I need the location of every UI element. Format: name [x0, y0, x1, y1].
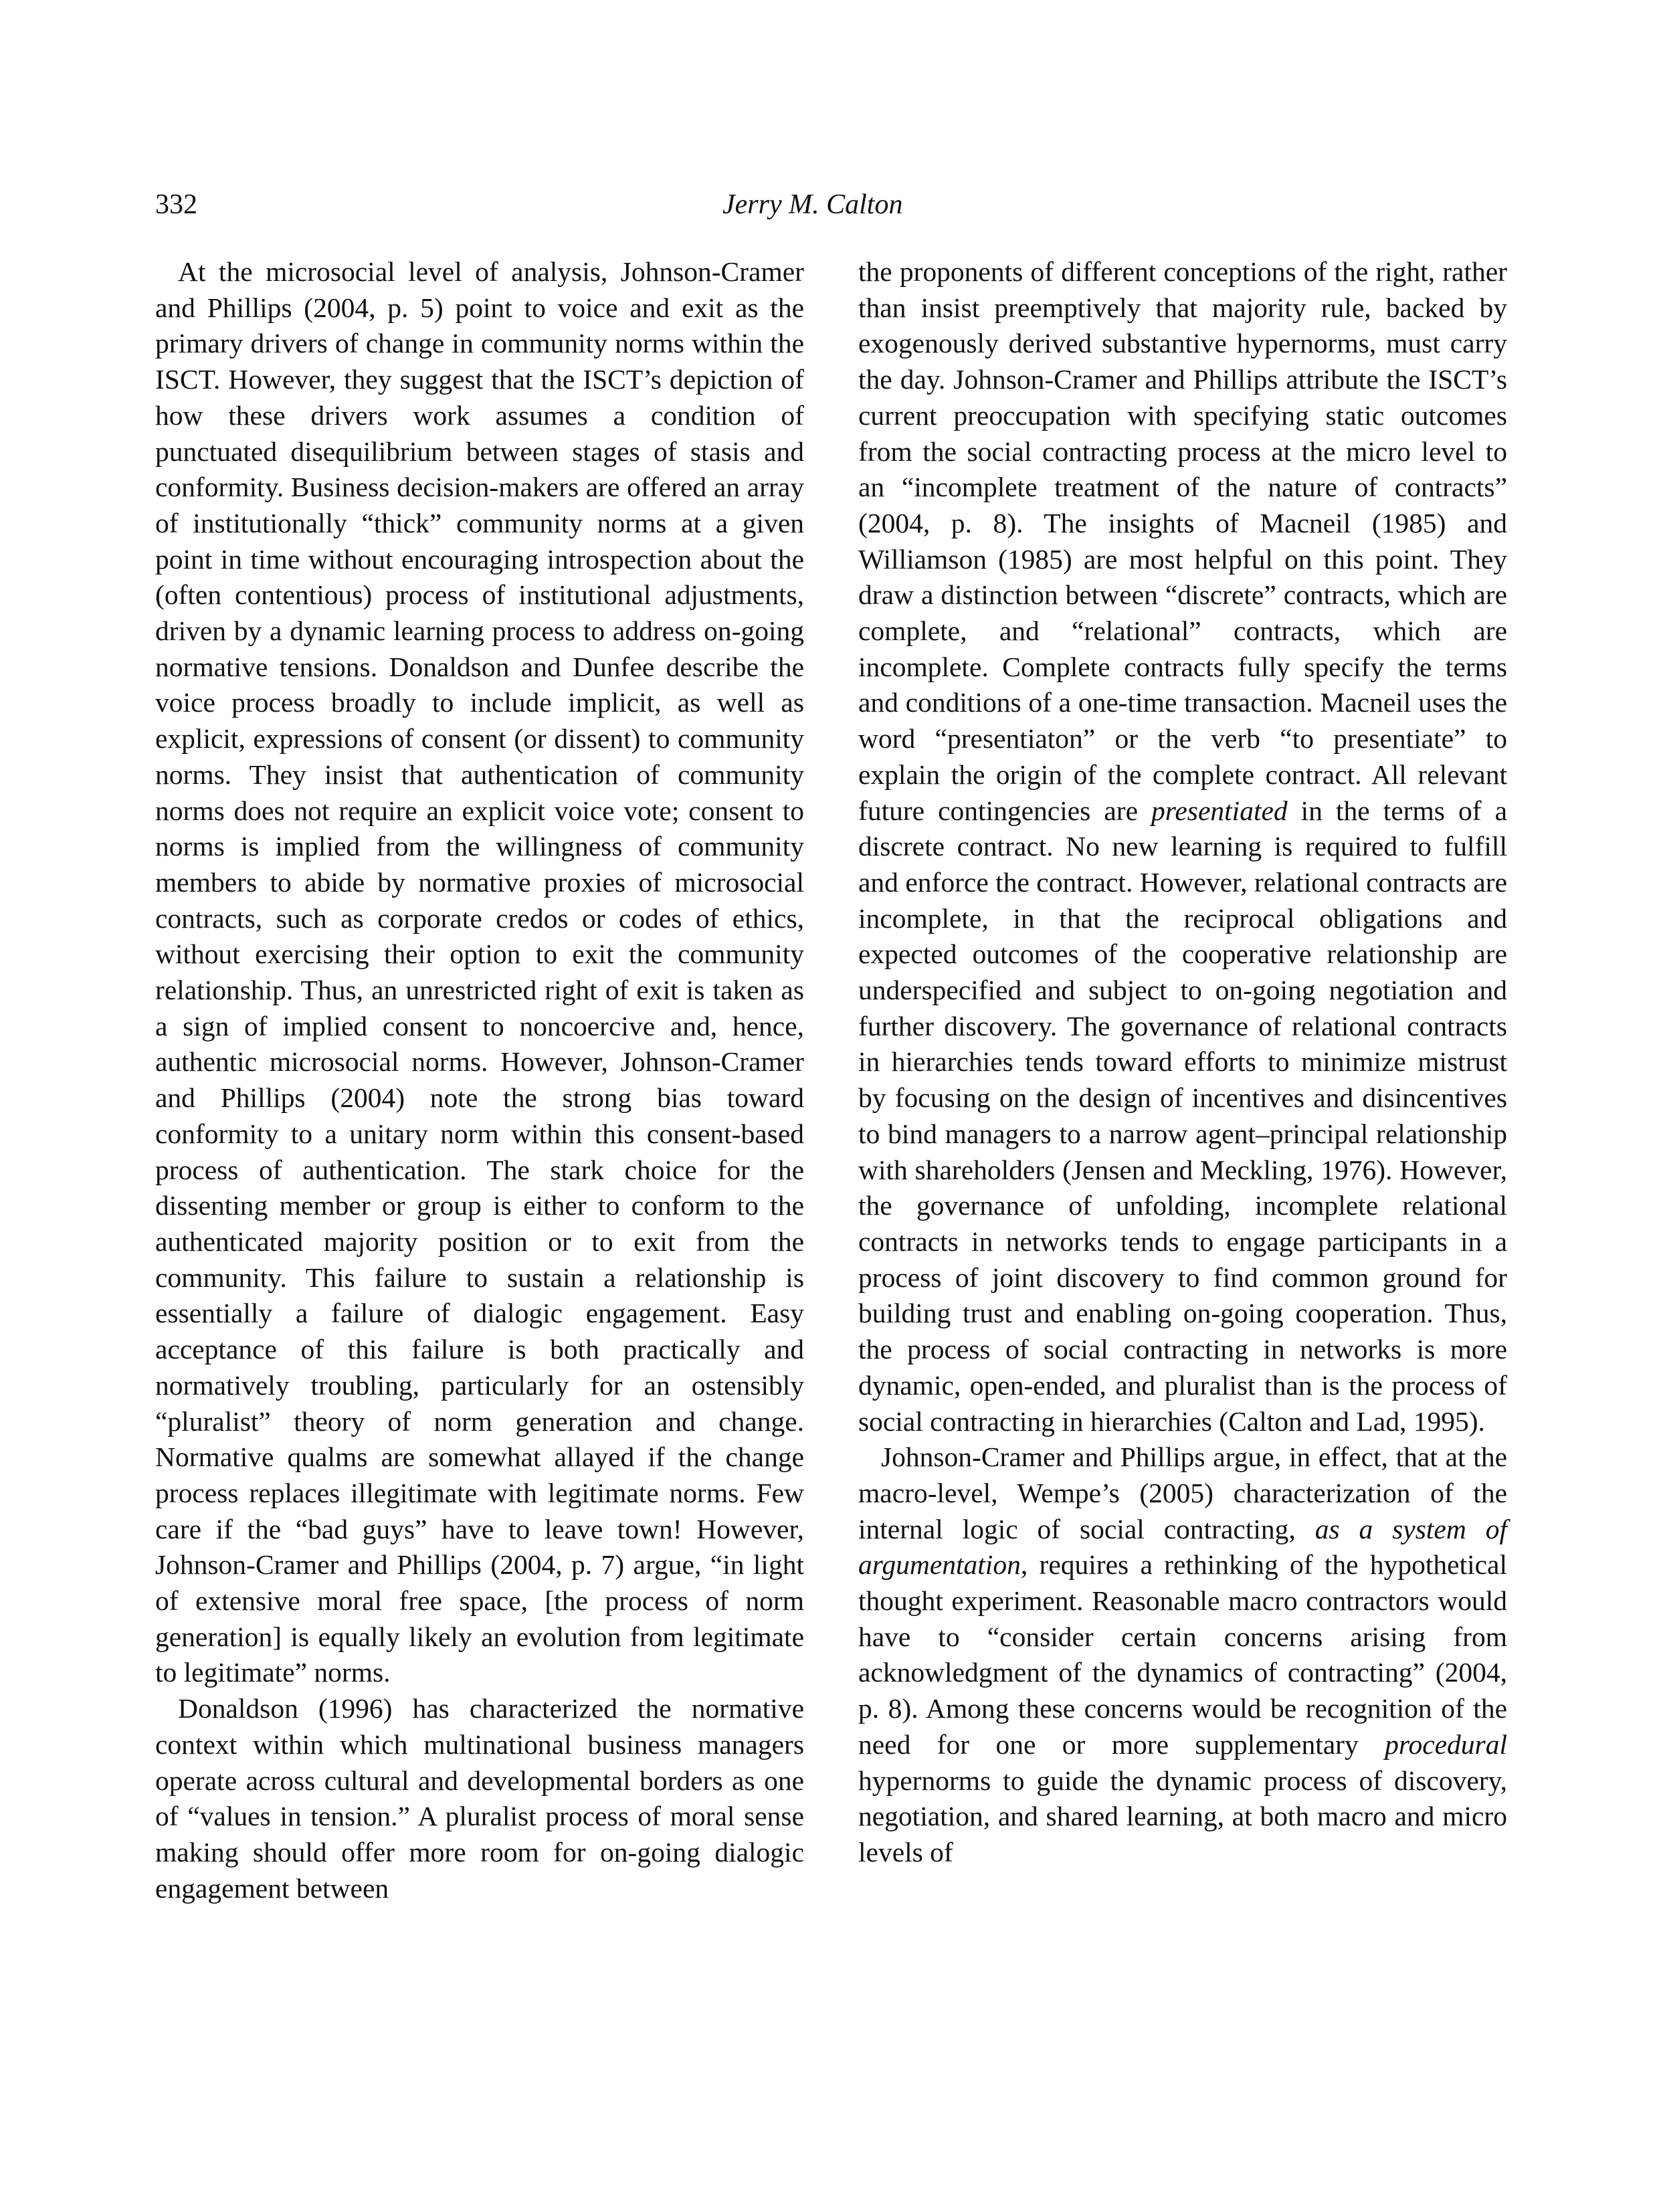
paragraph-continued: [858, 254, 1507, 1439]
page-header: [155, 189, 1506, 229]
right-column: [858, 254, 1507, 1871]
text-run: the proponents of different conceptions of the right, rather than insist preemptively that majority rule, backed by exogenously derived substantive hypernorms, must carry the day. Johnson-Cramer and Phillips attribute the ISCT’s current preoccupation with specifying static outcomes from the social contracting process at the micro level to an “incomplete treatment of the nature of contracts” (2004, p. 8). The insights of Macneil (1985) and Williamson (1985) are most helpful on this point. They draw a distinction between “discrete” contracts, which are complete, and “relational” contracts, which are incomplete. Complete contracts fully specify the terms and conditions of a one-time transaction. Macneil uses the word “presentiaton” or the verb “to presentiate” to explain the origin of the complete contract. All relevant future contingencies are: [858, 256, 1507, 826]
paragraph: At the microsocial level of analysis, Johnson-Cramer and Phillips (2004, p. 5) point to voice and exit as the primary drivers of change in community norms within the ISCT. However, they suggest that the ISCT’s depiction of how these drivers work assumes a condition of punctuated disequilibrium between stages of stasis and conformity. Business decision-makers are offered an array of institutionally “thick” community norms at a given point in time without encouraging introspection about the (often contentious) process of institutional adjustments, driven by a dynamic learning process to address on-going normative tensions. Donaldson and Dunfee describe the voice process broadly to include implicit, as well as explicit, expressions of consent (or dissent) to community norms. They insist that authentication of community norms does not require an explicit voice vote; consent to norms is implied from the willingness of community members to abide by normative proxies of microsocial contracts, such as corporate credos or codes of ethics, without exercising their option to exit the community relationship. Thus, an unrestricted right of exit is taken as a sign of implied consent to noncoercive and, hence, authentic microsocial norms. However, Johnson-Cramer and Phillips (2004) note the strong bias toward conformity to a unitary norm within this consent-based process of authentication. The stark choice for the dissenting member or group is either to conform to the authenticated majority position or to exit from the community. This failure to sustain a relationship is essentially a failure of dialogic engagement. Easy acceptance of this failure is both practically and normatively troubling, particularly for an ostensibly “pluralist” theory of norm generation and change. Normative qualms are somewhat allayed if the change process replaces illegitimate with legitimate norms. Few care if the “bad guys” have to leave town! However, Johnson-Cramer and Phillips (2004, p. 7) argue, “in light of extensive moral free space, [the process of norm generation] is equally likely an evolution from legitimate to legitimate” norms.: [155, 256, 804, 1688]
text-run: hypernorms to guide the dynamic process of discovery, negotiation, and shared learning, at both macro and micro levels of: [858, 1765, 1507, 1868]
text-run: , requires a rethinking of the hypothetical thought experiment. Reasonable macro contractors would have to “consider certain concerns arising from acknowledgment of the dynamics of contracting” (2004, p. 8). Among these concerns would be recognition of the need for one or more supplementary: [858, 1549, 1507, 1760]
italic-term: as a system of argumentation: [858, 1513, 1507, 1581]
running-head-author: Jerry M. Calton: [722, 189, 903, 220]
left-column: [155, 254, 804, 1906]
paragraph: [858, 1439, 1507, 1870]
italic-term: procedural: [1385, 1728, 1507, 1760]
text-run: Johnson-Cramer and Phillips argue, in effect, that at the macro-level, Wempe’s (2005) characterization of the internal logic of social contracting,: [858, 1441, 1507, 1544]
page-number: 332: [155, 189, 197, 220]
paragraph: Donaldson (1996) has characterized the normative context within which multinational business managers operate across cultural and developmental borders as one of “values in tension.” A pluralist process of moral sense making should offer more room for on-going dialogic engagement between: [155, 1693, 804, 1904]
text-run: in the terms of a discrete contract. No new learning is required to fulfill and enforce the contract. However, relational contracts are incomplete, in that the reciprocal obligations and expected outcomes of the cooperative relationship are underspecified and subject to on-going negotiation and further discovery. The governance of relational contracts in hierarchies tends toward efforts to minimize mistrust by focusing on the design of incentives and disincentives to bind managers to a narrow agent–principal relationship with shareholders (Jensen and Meckling, 1976). However, the governance of unfolding, incomplete relational contracts in networks tends to engage participants in a process of joint discovery to find common ground for building trust and enabling on-going cooperation. Thus, the process of social contracting in networks is more dynamic, open-ended, and pluralist than is the process of social contracting in hierarchies (Calton and Lad, 1995).: [858, 795, 1507, 1437]
italic-term: presentiated: [1151, 795, 1288, 826]
